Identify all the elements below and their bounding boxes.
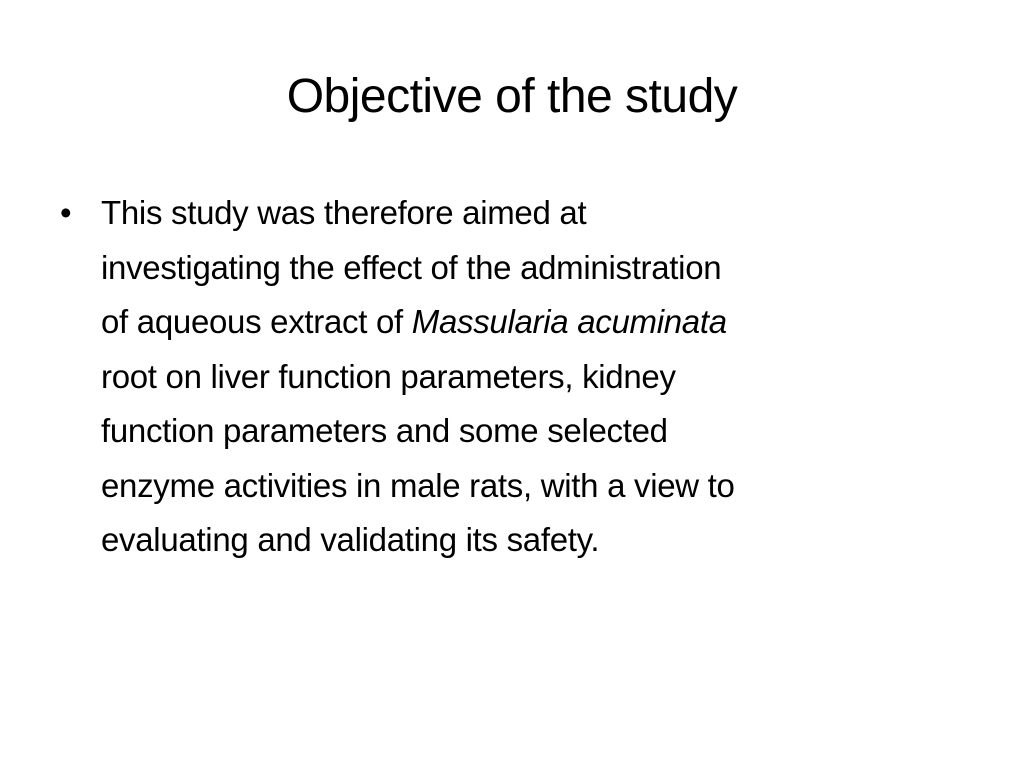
line-text: root on liver function parameters, kidney — [101, 357, 676, 395]
bullet-item — [0, 186, 931, 568]
bullet-list — [0, 186, 1024, 568]
bullet-line-1 — [101, 186, 931, 241]
line-text: of aqueous extract of — [101, 303, 412, 340]
bullet-line-5 — [101, 404, 931, 459]
bullet-line-6 — [101, 459, 931, 514]
line-text: This study was therefore aimed at — [101, 194, 587, 231]
bullet-line-4 — [101, 350, 931, 405]
line-text: enzyme activities in male rats, with a view to — [101, 466, 735, 504]
bullet-dot-icon: • — [60, 194, 72, 231]
species-name: Massularia acuminata — [411, 303, 727, 340]
slide-title: Objective of the study — [286, 70, 738, 123]
bullet-line-7 — [101, 513, 931, 568]
bullet-line-3 — [101, 295, 931, 350]
line-text: evaluating and validating its safety. — [101, 521, 600, 558]
bullet-line-2 — [101, 241, 931, 296]
line-text: investigating the effect of the administration — [101, 248, 722, 286]
line-text: function parameters and some selected — [101, 412, 668, 449]
